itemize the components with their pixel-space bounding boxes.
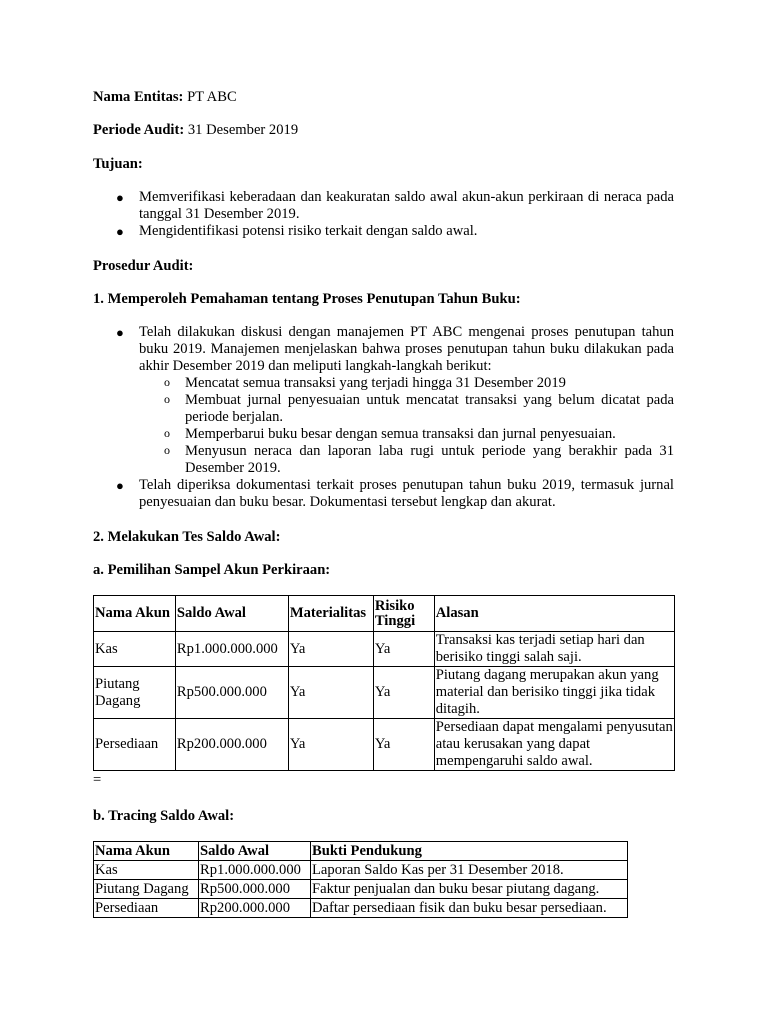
procedure-heading: Prosedur Audit: xyxy=(93,258,194,274)
table-cell: Ya xyxy=(288,719,373,771)
circle-bullet-icon: o xyxy=(164,426,170,440)
column-header: Risiko Tinggi xyxy=(373,596,434,632)
table-cell: Rp500.000.000 xyxy=(199,880,311,899)
objectives-list xyxy=(116,189,674,240)
bullet-icon: ● xyxy=(116,190,124,205)
table-cell: Ya xyxy=(373,667,434,719)
table-cell: Piutang Dagang xyxy=(94,880,199,899)
table-cell: Kas xyxy=(94,632,176,667)
table-cell: Ya xyxy=(373,719,434,771)
stray-mark: = xyxy=(93,772,102,788)
circle-bullet-icon: o xyxy=(164,375,170,389)
table-row xyxy=(94,667,675,719)
entity-line xyxy=(93,89,237,106)
section1-heading: 1. Memperoleh Pemahaman tentang Proses Penutupan Tahun Buku: xyxy=(93,291,521,307)
table-cell: Rp1.000.000.000 xyxy=(199,861,311,880)
table-cell: Rp500.000.000 xyxy=(175,667,288,719)
column-header: Nama Akun xyxy=(94,596,176,632)
table-cell: Persediaan xyxy=(94,899,199,918)
table-cell: Persediaan dapat mengalami penyusutan atau kerusakan yang dapat mempengaruhi saldo awal. xyxy=(435,719,673,769)
steps-list xyxy=(164,375,674,477)
list-item: o Menyusun neraca dan laporan laba rugi untuk periode yang berakhir pada 31 Desember 2019. xyxy=(164,443,674,476)
circle-bullet-icon: o xyxy=(164,443,170,457)
table-cell: Rp200.000.000 xyxy=(175,719,288,771)
table-cell: Piutang dagang merupakan akun yang material dan berisiko tinggi jika tidak ditagih. xyxy=(434,667,674,719)
list-item: ● Telah dilakukan diskusi dengan manajemen PT ABC mengenai proses penutupan tahun buku 2019. Manajemen menjelaskan bahwa proses penutupan tahun buku dilakukan pada akhir Desember 2019 dan meliputi langkah-langkah berikut: o Mencatat semua transaksi yang terjadi hingga 31 Desember 2019 o Membuat jurnal penyesuaian untuk mencatat transaksi yang belum dicatat pada periode berjalan. o Memperbarui buku besar dengan semua transaksi dan jurnal penyesuaian. o Menyusun neraca dan laporan laba rugi untuk periode yang berakhir pada 31 Desember 2019. xyxy=(116,324,674,476)
table-header-row xyxy=(94,842,628,861)
tracing-table xyxy=(93,841,628,918)
list-item: ● Mengidentifikasi potensi risiko terkait dengan saldo awal. xyxy=(116,223,478,239)
period-line xyxy=(93,122,298,139)
table-cell: Rp200.000.000 xyxy=(199,899,311,918)
table-cell: Daftar persediaan fisik dan buku besar persediaan. xyxy=(311,899,628,918)
column-header: Alasan xyxy=(434,596,674,632)
sample-accounts-table xyxy=(93,595,675,771)
table-cell: Ya xyxy=(288,667,373,719)
column-header: Nama Akun xyxy=(94,842,199,861)
column-header: Materialitas xyxy=(288,596,373,632)
table-cell: Kas xyxy=(94,861,199,880)
table-cell: Faktur penjualan dan buku besar piutang dagang. xyxy=(311,880,628,899)
table-row xyxy=(94,880,628,899)
table-cell: Persediaan xyxy=(94,719,176,771)
table-header-row xyxy=(94,596,675,632)
subsection-b-heading: b. Tracing Saldo Awal: xyxy=(93,808,235,824)
period-label: Periode Audit: xyxy=(93,122,185,138)
column-header: Saldo Awal xyxy=(199,842,311,861)
table-cell: Piutang Dagang xyxy=(94,667,176,719)
list-item: ● Telah diperiksa dokumentasi terkait proses penutupan tahun buku 2019, termasuk jurnal penyesuaian dan buku besar. Dokumentasi tersebut lengkap dan akurat. xyxy=(116,477,674,510)
list-item: o Memperbarui buku besar dengan semua transaksi dan jurnal penyesuaian. xyxy=(164,426,616,442)
table-row xyxy=(94,632,675,667)
entity-label: Nama Entitas: xyxy=(93,89,184,105)
section1-list xyxy=(116,324,674,511)
circle-bullet-icon: o xyxy=(164,392,170,406)
table-cell: Transaksi kas terjadi setiap hari dan berisiko tinggi salah saji. xyxy=(434,632,674,667)
column-header: Bukti Pendukung xyxy=(311,842,628,861)
list-item: ● Memverifikasi keberadaan dan keakuratan saldo awal akun-akun perkiraan di neraca pada tanggal 31 Desember 2019. xyxy=(116,189,674,222)
table-row xyxy=(94,719,675,771)
subsection-a-heading: a. Pemilihan Sampel Akun Perkiraan: xyxy=(93,562,331,578)
table-cell: Laporan Saldo Kas per 31 Desember 2018. xyxy=(311,861,628,880)
bullet-icon: ● xyxy=(116,224,124,239)
list-item: o Membuat jurnal penyesuaian untuk mencatat transaksi yang belum dicatat pada periode berjalan. xyxy=(164,392,674,425)
table-cell: Rp1.000.000.000 xyxy=(175,632,288,667)
bullet-icon: ● xyxy=(116,325,124,340)
list-item: o Mencatat semua transaksi yang terjadi hingga 31 Desember 2019 xyxy=(164,375,566,391)
table-row xyxy=(94,861,628,880)
table-cell: Ya xyxy=(288,632,373,667)
table-cell: Ya xyxy=(373,632,434,667)
column-header: Saldo Awal xyxy=(175,596,288,632)
period-value: 31 Desember 2019 xyxy=(187,122,299,138)
entity-value: PT ABC xyxy=(187,89,237,105)
section2-heading: 2. Melakukan Tes Saldo Awal: xyxy=(93,529,281,545)
table-row xyxy=(94,899,628,918)
bullet-icon: ● xyxy=(116,478,124,493)
objective-heading: Tujuan: xyxy=(93,156,143,172)
